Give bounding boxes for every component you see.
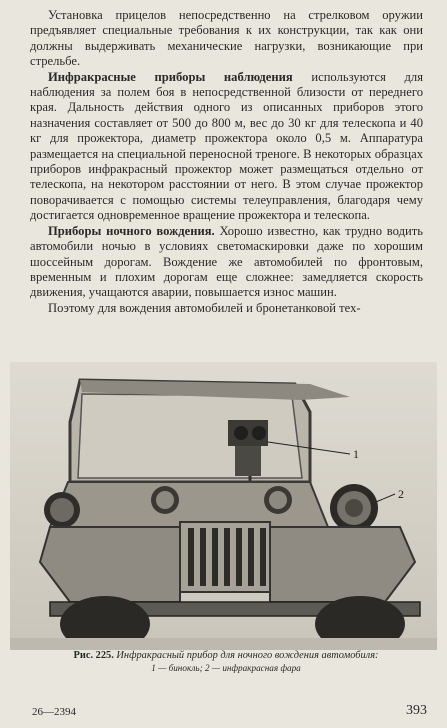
caption-title: Инфракрасный прибор для ночного вождения автомобиля:	[113, 650, 379, 661]
windshield-glass	[78, 394, 302, 478]
paragraph-3-heading: Приборы ночного вождения.	[48, 223, 215, 238]
caption-legend: 1 — бинокль; 2 — инфракрасная фара	[151, 663, 301, 673]
paragraph-1: Установка прицелов непосредственно на стрелковом оружии предъявляет специальные требования к их конструкции, так как они должны выдерживать механические нагрузки, возникающие при стрельбе.	[30, 8, 423, 69]
callout-label-1: 1	[353, 447, 359, 461]
paragraph-2-heading: Инфракрасные приборы наблюдения	[48, 69, 293, 84]
grille	[180, 522, 270, 592]
page-number: 393	[406, 703, 427, 718]
printer-signature: 26—2394	[32, 706, 76, 718]
figure-caption	[26, 650, 426, 674]
left-fender	[40, 527, 180, 602]
paragraph-3: Приборы ночного вождения. Хорошо известно, как трудно водить автомобили ночью в условиях светомаскировки даже по хорошим шоссейным дорогам. Вождение же автомобилей по фронтовым, временным и плохим дорогам еще сложнее: замедляется скорость движения, учащаются аварии, повышается износ машин.	[30, 223, 423, 300]
left-lamp	[44, 492, 80, 528]
body-text	[30, 8, 423, 316]
figure-jeep-photo	[10, 362, 437, 650]
callout-label-2: 2	[398, 487, 404, 501]
infrared-headlamp	[330, 484, 378, 532]
right-fender	[270, 527, 415, 602]
paragraph-2: Инфракрасные приборы наблюдения используются для наблюдения за полем боя в непосредственной близости от переднего края. Дальность действия одного из описанных приборов этого назначения составляет от 500 до 800 м, вес до 30 кг для телескопа и 40 кг для прожектора, диаметр прожектора около 0,5 м. Аппаратура размещается на специальной переносной треноге. В некоторых образцах приборов инфракрасный прожектор может размещаться отдельно от телескопа, на некотором расстоянии от него. В этом случае прожектор поворачивается с помощью системы телеуправления, благодаря чему достигается одновременное вращение прожектора и телескопа.	[30, 69, 423, 223]
caption-figure-number: Рис. 225.	[73, 650, 114, 661]
jeep-illustration	[10, 362, 437, 650]
paragraph-4: Поэтому для вождения автомобилей и бронетанковой тех-	[48, 300, 361, 315]
